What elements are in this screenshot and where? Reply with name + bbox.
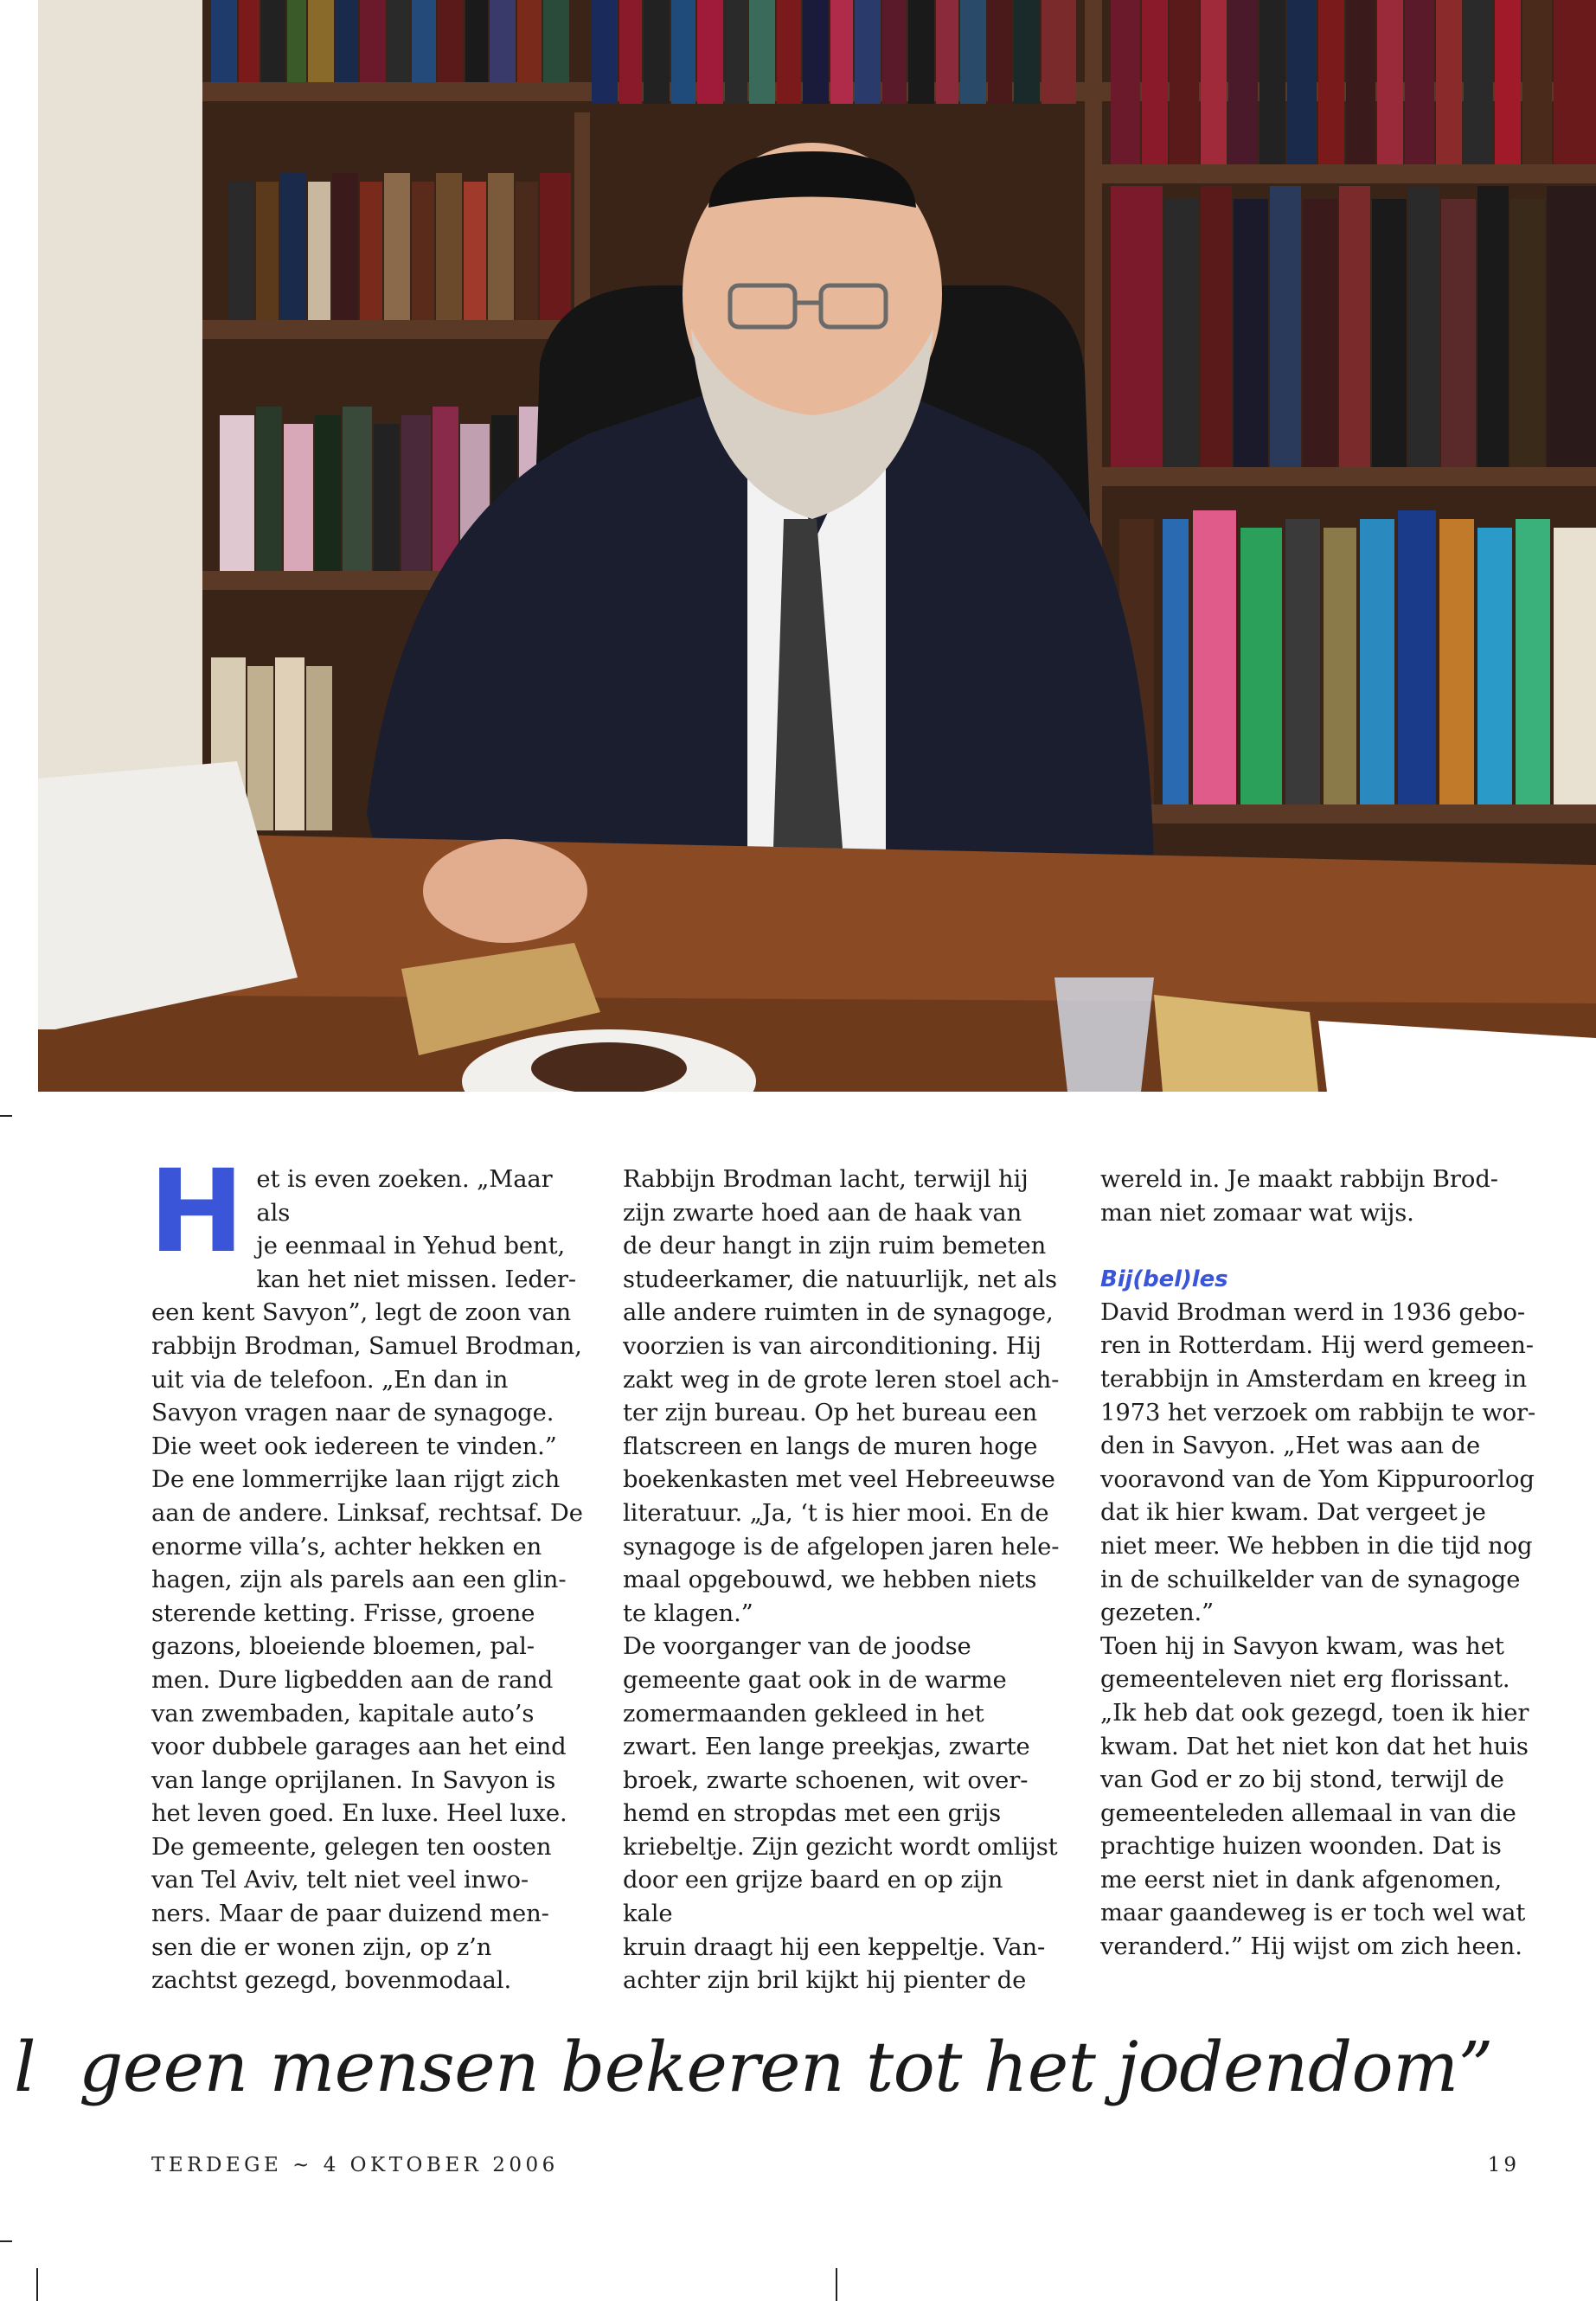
text-line: van lange oprijlanen. In Savyon is	[151, 1766, 556, 1794]
article-column-2	[623, 1163, 1060, 1998]
text-line: Die weet ook iedereen te vinden.”	[151, 1433, 557, 1460]
photo-rabbi-in-study	[38, 0, 1596, 1092]
text-line: boekenkasten met veel Hebreeuwse	[623, 1466, 1055, 1494]
text-line: vooravond van de Yom Kippuroorlog	[1100, 1465, 1535, 1493]
text-line: et is even zoeken. „Maar als	[256, 1166, 553, 1227]
text-line: broek, zwarte schoenen, wit over-	[623, 1766, 1029, 1794]
text-line: „Ik heb dat ook gezegd, toen ik hier	[1100, 1699, 1529, 1727]
text-line: men. Dure ligbedden aan de rand	[151, 1666, 554, 1694]
text-line: dat ik hier kwam. Dat vergeet je	[1100, 1499, 1486, 1527]
text-line: aan de andere. Linksaf, rechtsaf. De	[151, 1499, 583, 1527]
drop-cap: H	[149, 1145, 245, 1279]
pull-quote-fragment: l	[14, 2027, 36, 2107]
text-line: synagoge is de afgelopen jaren hele-	[623, 1533, 1060, 1561]
text-line: Savyon vragen naar de synagoge.	[151, 1400, 554, 1427]
crop-mark-bottom-left	[0, 2240, 12, 2242]
text-line: de deur hangt in zijn ruim bemeten	[623, 1233, 1047, 1260]
pull-quote	[14, 2024, 1493, 2111]
text-line: De gemeente, gelegen ten oosten	[151, 1833, 552, 1861]
section-subhead: Bij(bel)les	[1100, 1266, 1228, 1293]
text-line: gazons, bloeiende bloemen, pal-	[151, 1633, 535, 1661]
pull-quote-text: geen mensen bekeren tot het jodendom”	[79, 2027, 1493, 2107]
text-line: een kent Savyon”, legt de zoon van	[151, 1299, 571, 1327]
text-line: zwart. Een lange preekjas, zwarte	[623, 1734, 1030, 1761]
text-line: man niet zomaar wat wijs.	[1100, 1199, 1414, 1227]
text-line: zomermaanden gekleed in het	[623, 1700, 984, 1727]
text-line: van Tel Aviv, telt niet veel inwo-	[151, 1867, 529, 1894]
text-line: te klagen.”	[623, 1599, 753, 1627]
text-line: kwam. Dat het niet kon dat het huis	[1100, 1733, 1529, 1760]
text-line: zakt weg in de grote leren stoel ach-	[623, 1366, 1060, 1394]
article-column-3	[1100, 1163, 1537, 1965]
text-line: alle andere ruimten in de synagoge,	[623, 1299, 1054, 1327]
crop-mark-bottom-1	[36, 2268, 38, 2301]
text-line: Toen hij in Savyon kwam, was het	[1100, 1632, 1504, 1660]
text-line: De voorganger van de joodse	[623, 1633, 971, 1661]
text-line: voor dubbele garages aan het eind	[151, 1734, 567, 1761]
text-line: kriebeltje. Zijn gezicht wordt omlijst	[623, 1833, 1058, 1861]
text-line: van zwembaden, kapitale auto’s	[151, 1700, 535, 1727]
text-line: gemeente gaat ook in de warme	[623, 1666, 1007, 1694]
text-line: wereld in. Je maakt rabbijn Brod-	[1100, 1166, 1498, 1193]
text-line: sterende ketting. Frisse, groene	[151, 1599, 535, 1627]
text-line: in de schuilkelder van de synagoge	[1100, 1566, 1521, 1593]
text-line: ners. Maar de paar duizend men-	[151, 1900, 549, 1928]
text-line: van God er zo bij stond, terwijl de	[1100, 1766, 1504, 1794]
text-line: ren in Rotterdam. Hij werd gemeen-	[1100, 1332, 1534, 1360]
text-line: niet meer. We hebben in die tijd nog	[1100, 1532, 1533, 1560]
text-line: zijn zwarte hoed aan de haak van	[623, 1199, 1022, 1227]
text-line: gemeenteleven niet erg florissant.	[1100, 1666, 1510, 1694]
text-line: hemd en stropdas met een grijs	[623, 1800, 1002, 1828]
text-line: terabbijn in Amsterdam en kreeg in	[1100, 1365, 1527, 1393]
text-line: De ene lommerrijke laan rijgt zich	[151, 1466, 561, 1494]
text-line: maal opgebouwd, we hebben niets	[623, 1567, 1037, 1594]
text-line: gemeenteleden allemaal in van die	[1100, 1799, 1516, 1827]
text-line: David Brodman werd in 1936 gebo-	[1100, 1298, 1525, 1326]
footer-publication: TERDEGE ~ 4 OKTOBER 2006	[151, 2154, 559, 2176]
text-line: studeerkamer, die natuurlijk, net als	[623, 1266, 1057, 1293]
text-line: achter zijn bril kijkt hij pienter de	[623, 1967, 1027, 1995]
article-column-1	[149, 1145, 588, 1998]
text-line: prachtige huizen woonden. Dat is	[1100, 1833, 1502, 1861]
text-line: literatuur. „Ja, ‘t is hier mooi. En de	[623, 1499, 1049, 1527]
crop-mark-left	[0, 1115, 12, 1117]
article-photo	[38, 0, 1596, 1092]
text-line: kruin draagt hij een keppeltje. Van-	[623, 1933, 1046, 1961]
page-number: 19	[1487, 2154, 1520, 2176]
text-line: rabbijn Brodman, Samuel Brodman,	[151, 1332, 582, 1360]
text-line: flatscreen en langs de muren hoge	[623, 1433, 1038, 1460]
text-line: je eenmaal in Yehud bent,	[256, 1233, 566, 1260]
text-line: me eerst niet in dank afgenomen,	[1100, 1866, 1503, 1894]
text-line: ter zijn bureau. Op het bureau een	[623, 1400, 1037, 1427]
text-line: den in Savyon. „Het was aan de	[1100, 1433, 1481, 1460]
text-line: enorme villa’s, achter hekken en	[151, 1533, 542, 1561]
text-line: voorzien is van airconditioning. Hij	[623, 1332, 1042, 1360]
text-line: maar gaandeweg is er toch wel wat	[1100, 1900, 1526, 1927]
text-line: uit via de telefoon. „En dan in	[151, 1366, 509, 1394]
text-line: kan het niet missen. Ieder-	[256, 1266, 577, 1293]
crop-mark-bottom-2	[836, 2268, 837, 2301]
text-line: zachtst gezegd, bovenmodaal.	[151, 1967, 512, 1995]
text-line: sen die er wonen zijn, op z’n	[151, 1933, 492, 1961]
text-line: het leven goed. En luxe. Heel luxe.	[151, 1800, 567, 1828]
text-line: hagen, zijn als parels aan een glin-	[151, 1567, 567, 1594]
text-line: veranderd.” Hij wijst om zich heen.	[1100, 1933, 1522, 1961]
text-line: gezeten.”	[1100, 1599, 1215, 1627]
text-line: Rabbijn Brodman lacht, terwijl hij	[623, 1166, 1029, 1193]
text-line: door een grijze baard en op zijn kale	[623, 1867, 1003, 1928]
text-line: 1973 het verzoek om rabbijn te wor-	[1100, 1399, 1536, 1426]
